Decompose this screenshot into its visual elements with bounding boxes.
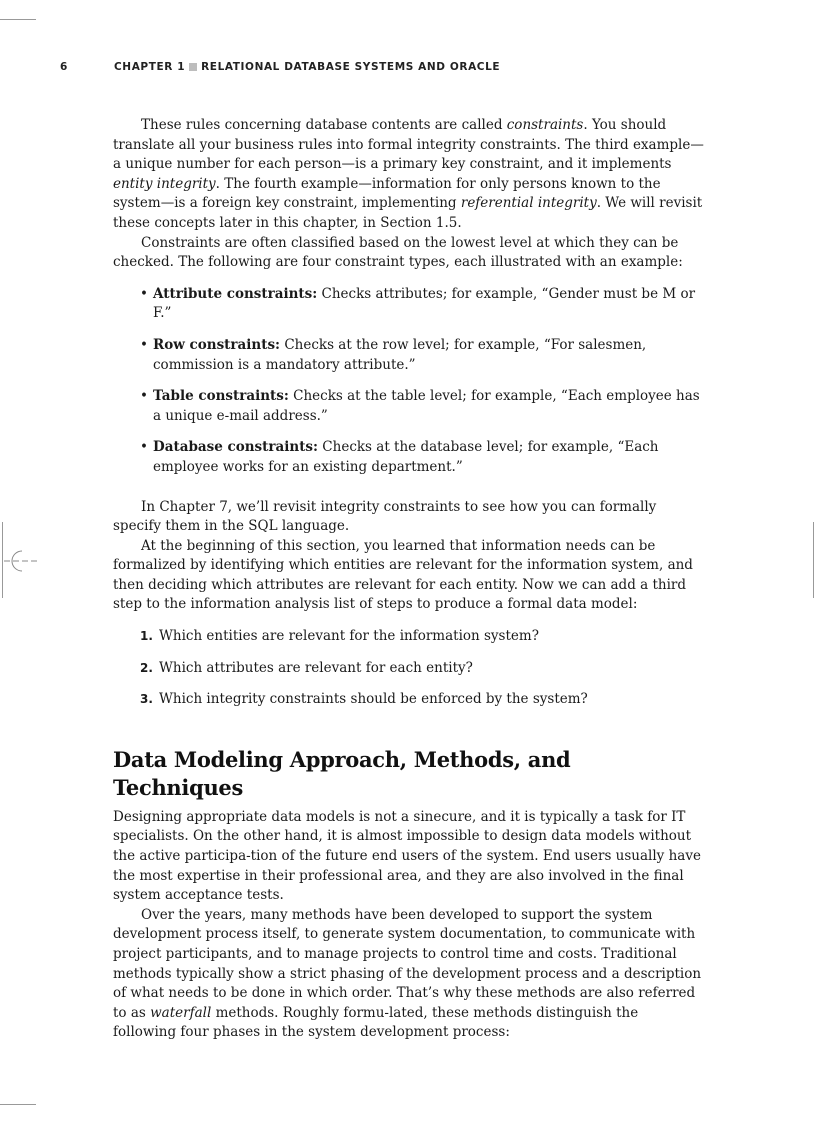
crop-mark-right-vertical	[813, 522, 814, 598]
paragraph-information-analysis: At the beginning of this section, you learned that information needs can be formalized by identifying which entities are relevant for the information system, and then deciding which attributes are relevant for each entity. Now we can add a third step to the information analysis list of steps to produce a formal data model:	[113, 537, 693, 613]
paragraph-designing-data-models: Designing appropriate data models is not a sinecure, and it is typically a task for IT specialists. On the other hand, it is almost impossible to design data models without the active participa-tion of the future end users of the system. End users usually have the most expertise in their professional area, and they are also involved in the final system acceptance tests.	[113, 808, 701, 904]
crop-mark-top-left	[0, 19, 36, 20]
step-text: Which attributes are relevant for each entity?	[159, 659, 473, 676]
page-number: 6	[60, 61, 68, 73]
term-entity-integrity: entity integrity	[113, 175, 216, 192]
term-waterfall: waterfall	[150, 1004, 212, 1021]
running-head	[60, 61, 760, 77]
list-item-term: Table constraints:	[153, 388, 289, 405]
step-text: Which integrity constraints should be enforced by the system?	[159, 691, 588, 708]
list-item	[113, 627, 705, 647]
step-number: 1.	[140, 629, 153, 644]
list-item-term: Attribute constraints:	[153, 285, 318, 302]
step-number: 2.	[140, 660, 153, 675]
list-item	[113, 387, 705, 426]
crop-mark-bottom-left	[0, 1104, 36, 1105]
square-separator-icon	[189, 63, 197, 71]
chapter-title: RELATIONAL DATABASE SYSTEMS AND ORACLE	[201, 61, 501, 73]
term-constraints: constraints	[506, 117, 584, 133]
list-item-desc: Checks at the table level; for example, “Each employee has a unique e-mail address.”	[153, 388, 700, 424]
section-heading: Data Modeling Approach, Methods, and Techniques	[113, 746, 571, 800]
paragraph-constraint-classification: Constraints are often classified based on the lowest level at which they can be checked. The following are four constraint types, each illustrated with an example:	[113, 234, 683, 271]
paragraph-waterfall-methods: Over the years, many methods have been developed to support the system development process itself, to generate system documentation, to communicate with project participants, and to manage projects to control time and costs. Traditional methods typically show a strict phasing of the development process and a description of what needs to be done in which order. That’s why these methods are also referred to as waterfall methods. Roughly formu-lated, these methods distinguish the following four phases in the system development process:	[113, 906, 702, 1041]
paragraph-chapter7: In Chapter 7, we’ll revisit integrity constraints to see how you can formally specify them in the SQL language.	[113, 498, 657, 535]
page-body	[113, 116, 705, 1043]
list-item-term: Row constraints:	[153, 336, 281, 353]
list-item-term: Database constraints:	[153, 439, 319, 456]
step-number: 3.	[140, 692, 153, 707]
term-referential-integrity: referential integrity	[460, 195, 597, 212]
paragraph-constraints-intro: These rules concerning database contents are called constraints. You should translate all your business rules into formal integrity constraints. The third example—a unique number for each person—is a primary key constraint, and it implements entity integrity. The fourth example—information for only persons known to the system—is a foreign key constraint, implementing referential integrity. We will revisit these concepts later in this chapter, in Section 1.5.	[113, 117, 704, 231]
list-item-desc: Checks attributes; for example, “Gender must be M or F.”	[153, 285, 696, 322]
list-item	[113, 438, 705, 477]
registration-mark-icon	[4, 548, 38, 574]
chapter-heading	[114, 61, 500, 73]
constraint-types-list	[113, 285, 705, 478]
list-item-desc: Checks at the database level; for example, “Each employee works for an existing department.”	[153, 439, 659, 475]
list-item	[113, 659, 705, 679]
list-item	[113, 285, 705, 324]
step-text: Which entities are relevant for the information system?	[159, 628, 539, 645]
list-item	[113, 336, 705, 375]
analysis-steps-list	[113, 627, 705, 710]
list-item-desc: Checks at the row level; for example, “For salesmen, commission is a mandatory attribute.”	[153, 336, 647, 373]
crop-mark-left-vertical	[2, 522, 3, 598]
list-item	[113, 690, 705, 710]
chapter-label: CHAPTER 1	[114, 61, 186, 73]
